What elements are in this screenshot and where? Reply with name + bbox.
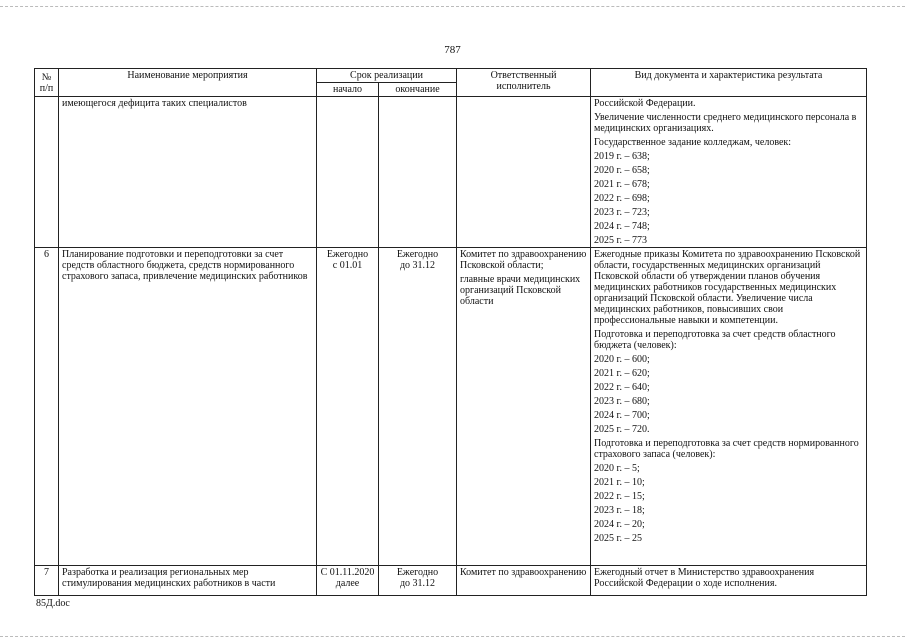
result-line: 2021 г. – 10; [594,477,645,488]
page-number: 787 [444,44,461,56]
table-row [35,97,867,248]
row-number: 6 [35,248,59,566]
executor-line: главные врачи медицинских организаций Псковской области [460,274,581,307]
result-line: 2025 г. – 720. [594,424,650,435]
result-line: 2021 г. – 678; [594,179,650,190]
row-result [591,248,867,566]
result-line: 2021 г. – 620; [594,368,650,379]
row-start-date: С 01.11.2020 далее [317,566,379,596]
table-row [35,248,867,566]
result-line: 2019 г. – 638; [594,151,650,162]
header-start: начало [317,83,379,97]
row-measure-name: имеющегося дефицита таких специалистов [59,97,317,248]
result-line: Российской Федерации. [594,98,696,109]
row-start-date [317,97,379,248]
header-term: Срок реализации [317,69,457,83]
result-line: Ежегодный отчет в Министерство здравоохранения Российской Федерации о ходе исполнения. [594,567,815,589]
table-body [35,97,867,596]
result-line: Увеличение численности среднего медицинского персонала в медицинских организациях. [594,112,857,134]
result-line: 2024 г. – 700; [594,410,650,421]
result-line: 2023 г. – 680; [594,396,650,407]
row-end-date: Ежегодно до 31.12 [379,566,457,596]
row-executor [457,566,591,596]
executor-line: Комитет по здравоохранению Псковской области; [460,249,587,271]
result-line: 2023 г. – 18; [594,505,645,516]
row-measure-name: Планирование подготовки и переподготовки за счет средств областного бюджета, средств нормированного страхового запаса, привлечение медицинских работников [59,248,317,566]
result-line: 2020 г. – 600; [594,354,650,365]
result-line: 2023 г. – 723; [594,207,650,218]
result-line: 2020 г. – 5; [594,463,640,474]
table-row [35,566,867,596]
file-footer: 85Д.doc [36,598,70,609]
result-line: Подготовка и переподготовка за счет средств нормированного страхового запаса (человек): [594,438,859,460]
row-end-date [379,97,457,248]
result-line: Подготовка и переподготовка за счет средств областного бюджета (человек): [594,329,836,351]
scan-edge-top [0,6,905,7]
row-result [591,97,867,248]
scan-edge-bottom [0,636,905,637]
row-end-date: Ежегодно до 31.12 [379,248,457,566]
result-line: 2022 г. – 15; [594,491,645,502]
result-line: Государственное задание колледжам, человек: [594,137,792,148]
row-number [35,97,59,248]
row-executor [457,97,591,248]
result-line: 2022 г. – 698; [594,193,650,204]
result-line: 2024 г. – 748; [594,221,650,232]
executor-line: Комитет по здравоохранению [460,567,587,578]
row-measure-name: Разработка и реализация региональных мер стимулирования медицинских работников в части [59,566,317,596]
result-line: Ежегодные приказы Комитета по здравоохранению Псковской области, государственных медицинских организаций Псковской области об утверждении планов обучения медицинских работников государственных медицинских организаций Псковской области. Увеличение числа медицинских работников, повысивших свои профессиональные навыки и компетенции. [594,249,861,326]
header-executor: Ответственный исполнитель [457,69,591,97]
measures-table [34,68,867,596]
header-num: № п/п [35,69,59,97]
row-number: 7 [35,566,59,596]
result-line: 2025 г. – 25 [594,533,642,544]
result-line: 2025 г. – 773 [594,235,647,246]
row-start-date: Ежегодно с 01.01 [317,248,379,566]
result-line: 2022 г. – 640; [594,382,650,393]
header-result: Вид документа и характеристика результата [591,69,867,97]
header-name: Наименование мероприятия [59,69,317,97]
result-line: 2020 г. – 658; [594,165,650,176]
result-line: 2024 г. – 20; [594,519,645,530]
row-executor [457,248,591,566]
header-end: окончание [379,83,457,97]
row-result [591,566,867,596]
